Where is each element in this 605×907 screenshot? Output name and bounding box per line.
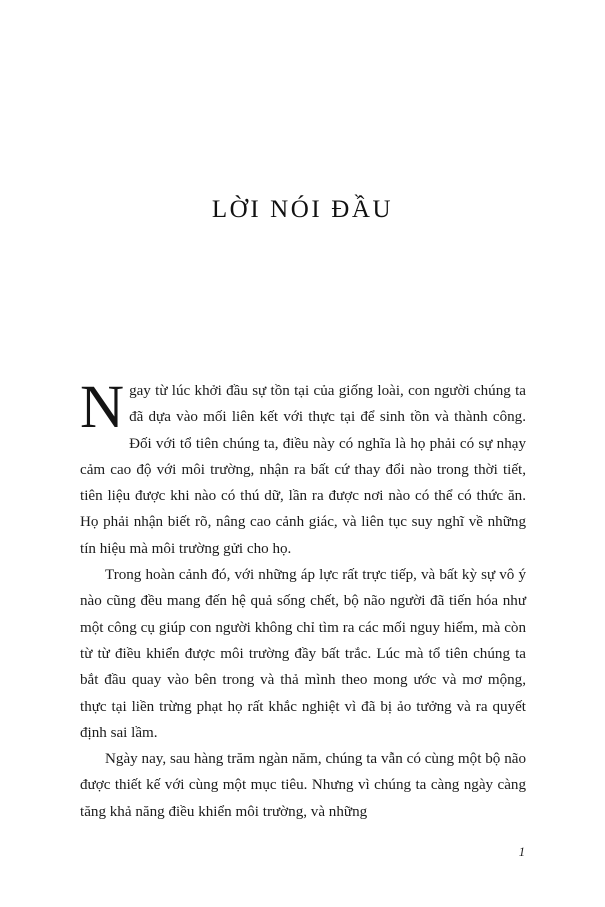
page-number: 1 xyxy=(518,845,525,859)
paragraph-1-text: gay từ lúc khởi đầu sự tồn tại của giống loài, con người chúng ta đã dựa vào mối liên kết với thực tại để sinh tồn và thành công. Đối với tổ tiên chúng ta, điều này có nghĩa là họ phải có sự nhạy cảm cao độ với môi trường, nhận ra bất cứ thay đổi nào trong thời tiết, tiên liệu được khi nào có thú dữ, lần ra được nơi nào có thể có thức ăn. Họ phải nhận biết rõ, nâng cao cảnh giác, và liên tục suy nghĩ về những tín hiệu mà môi trường gửi cho họ. xyxy=(80,383,526,557)
paragraph-1 xyxy=(80,374,526,562)
drop-cap: N xyxy=(80,374,125,441)
chapter-title: LỜI NÓI ĐẦU xyxy=(211,196,394,223)
paragraph-2: Trong hoàn cảnh đó, với những áp lực rất trực tiếp, và bất kỳ sự vô ý nào cũng đều mang đến hệ quả sống chết, bộ não người đã tiến hóa như một công cụ giúp con người không chỉ tìm ra các mối nguy hiểm, mà còn từ từ điều khiển được môi trường đầy bất trắc. Lúc mà tổ tiên chúng ta bắt đầu quay vào bên trong và thả mình theo mong ước và mơ mộng, thực tại liền trừng phạt họ rất khắc nghiệt vì đã bị ảo tưởng và ra quyết định sai lầm. xyxy=(80,567,526,741)
paragraph-3: Ngày nay, sau hàng trăm ngàn năm, chúng ta vẫn có cùng một bộ não được thiết kế với cùng một mục tiêu. Nhưng vì chúng ta càng ngày càng tăng khả năng điều khiển môi trường, và những xyxy=(80,751,526,820)
body-text-block xyxy=(80,374,526,825)
